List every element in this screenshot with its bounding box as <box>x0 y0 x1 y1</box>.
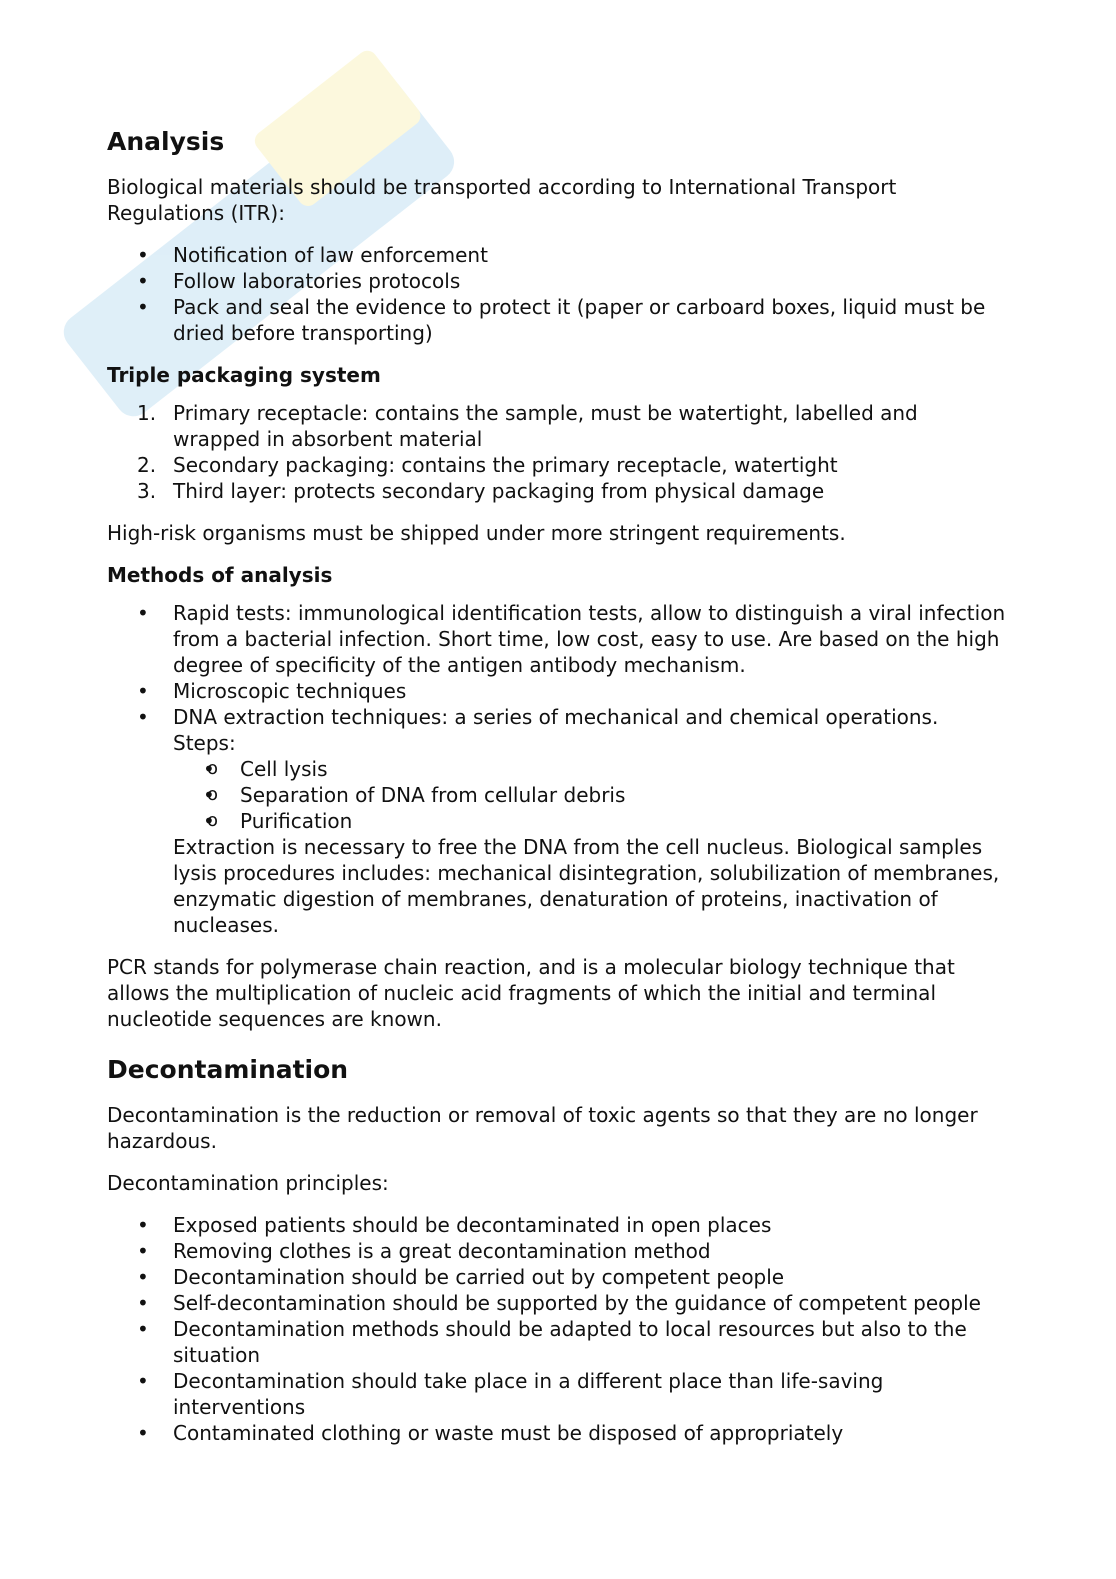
list-item: • Self-decontamination should be supported by the guidance of competent people <box>107 1290 1007 1316</box>
sub-list-item-text: Purification <box>240 809 353 833</box>
list-item: • Microscopic techniques <box>107 678 1007 704</box>
methods-list <box>107 600 1007 938</box>
list-item <box>107 478 1007 504</box>
list-item <box>107 400 1007 452</box>
list-number: 2. <box>137 453 157 477</box>
list-item <box>107 452 1007 478</box>
document-page <box>107 126 1007 1462</box>
subheading-triple-packaging: Triple packaging system <box>107 363 381 387</box>
list-item-text: Secondary packaging: contains the primary receptacle, watertight <box>173 453 838 477</box>
list-item-text: Third layer: protects secondary packaging from physical damage <box>173 479 825 503</box>
list-item: • Rapid tests: immunological identification tests, allow to distinguish a viral infection from a bacterial infection. Short time, low cost, easy to use. Are based on the high degree of specificity of the antigen antibody mechanism. <box>107 600 1007 678</box>
steps-list <box>173 756 1007 834</box>
list-item <box>107 704 1007 938</box>
list-item: • Decontamination should take place in a different place than life-saving interventions <box>107 1368 1007 1420</box>
high-risk-note: High-risk organisms must be shipped under more stringent requirements. <box>107 521 846 545</box>
analysis-intro: Biological materials should be transported according to International Transport Regulations (ITR): <box>107 175 897 225</box>
list-marker: • o <box>207 784 219 805</box>
section-heading-decontamination: Decontamination <box>107 1055 349 1084</box>
sub-list-item-text: Separation of DNA from cellular debris <box>240 783 626 807</box>
list-marker: • o <box>207 758 219 779</box>
pcr-paragraph: PCR stands for polymerase chain reaction, and is a molecular biology technique that allows the multiplication of nucleic acid fragments of which the initial and terminal nucleotide sequences are known. <box>107 955 955 1031</box>
sub-list-item <box>173 808 1007 834</box>
list-item-text: • DNA extraction techniques: a series of mechanical and chemical operations. Steps: <box>173 705 939 755</box>
section-heading-analysis: Analysis <box>107 127 225 156</box>
principles-label: Decontamination principles: <box>107 1171 389 1195</box>
list-item: • Pack and seal the evidence to protect it (paper or carboard boxes, liquid must be dried before transporting) <box>107 294 1007 346</box>
list-item: • Exposed patients should be decontaminated in open places <box>107 1212 1007 1238</box>
extraction-note: Extraction is necessary to free the DNA from the cell nucleus. Biological samples lysis procedures includes: mechanical disintegration, solubilization of membranes, enzymatic digestion of membranes, denaturation of proteins, inactivation of nucleases. <box>173 835 1000 937</box>
list-number: 1. <box>137 401 157 425</box>
list-item: • Follow laboratories protocols <box>107 268 1007 294</box>
list-item: • Decontamination methods should be adapted to local resources but also to the situation <box>107 1316 1007 1368</box>
sub-list-item <box>173 782 1007 808</box>
list-marker: • o <box>207 810 219 831</box>
principles-list <box>107 1212 1007 1446</box>
list-item: • Decontamination should be carried out by competent people <box>107 1264 1007 1290</box>
triple-packaging-list <box>107 400 1007 504</box>
sub-list-item <box>173 756 1007 782</box>
list-item: • Contaminated clothing or waste must be disposed of appropriately <box>107 1420 1007 1446</box>
decontamination-definition: Decontamination is the reduction or removal of toxic agents so that they are no longer hazardous. <box>107 1103 978 1153</box>
list-number: 3. <box>137 479 157 503</box>
list-item: • Notification of law enforcement <box>107 242 1007 268</box>
sub-list-item-text: Cell lysis <box>240 757 328 781</box>
transport-rules-list <box>107 242 1007 346</box>
list-item: • Removing clothes is a great decontamination method <box>107 1238 1007 1264</box>
subheading-methods: Methods of analysis <box>107 563 333 587</box>
list-item-text: Primary receptacle: contains the sample, must be watertight, labelled and wrapped in absorbent material <box>173 401 918 451</box>
